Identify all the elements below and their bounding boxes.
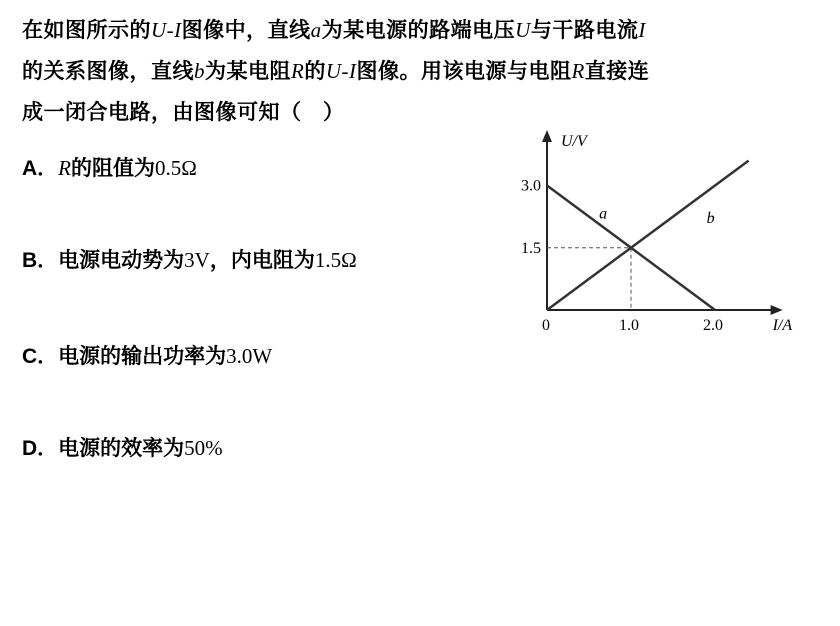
option-a-letter: A． <box>22 157 59 180</box>
option-d[interactable]: D．电源的效率为50% <box>22 435 223 460</box>
x-tick-label-2: 2.0 <box>703 317 723 334</box>
question-line-3: 成一闭合电路，由图像可知（ ） <box>22 99 345 124</box>
question-line-2: 的关系图像，直线b为某电阻R的U-I图像。用该电源与电阻R直接连 <box>22 58 650 83</box>
series-label-a: a <box>599 205 608 223</box>
series-line-b <box>547 161 749 310</box>
var-r-2: R <box>571 59 585 83</box>
option-c[interactable]: C．电源的输出功率为3.0W <box>22 343 273 368</box>
var-r: R <box>291 59 305 83</box>
y-tick-label-1-5: 1.5 <box>521 239 541 257</box>
series-label-b: b <box>706 209 715 227</box>
y-axis-label: U/V <box>561 133 587 150</box>
option-b[interactable]: B．电源电动势为3V，内电阻为1.5Ω <box>22 247 357 272</box>
x-axis-label: I/A <box>772 317 793 334</box>
ui-symbol-2: U-I <box>325 59 357 83</box>
var-u: U <box>515 18 531 42</box>
x-tick-label-1: 1.0 <box>619 317 639 334</box>
option-c-letter: C． <box>22 345 59 368</box>
origin-label: 0 <box>542 317 550 334</box>
option-a-var: R <box>58 156 71 180</box>
var-b: b <box>194 59 205 83</box>
question-line-1: 在如图所示的U-I图像中，直线a为某电源的路端电压U与干路电流I <box>22 17 646 42</box>
option-d-letter: D． <box>22 437 59 460</box>
var-i: I <box>638 18 646 42</box>
option-b-letter: B． <box>22 249 59 272</box>
ui-symbol: U-I <box>151 18 182 42</box>
x-axis-arrow <box>771 305 783 315</box>
y-tick-label-3: 3.0 <box>521 177 541 195</box>
y-axis-arrow <box>542 130 552 142</box>
ui-graph <box>505 122 795 352</box>
option-a[interactable]: A．R的阻值为0.5Ω <box>22 155 197 180</box>
var-a: a <box>310 18 322 42</box>
